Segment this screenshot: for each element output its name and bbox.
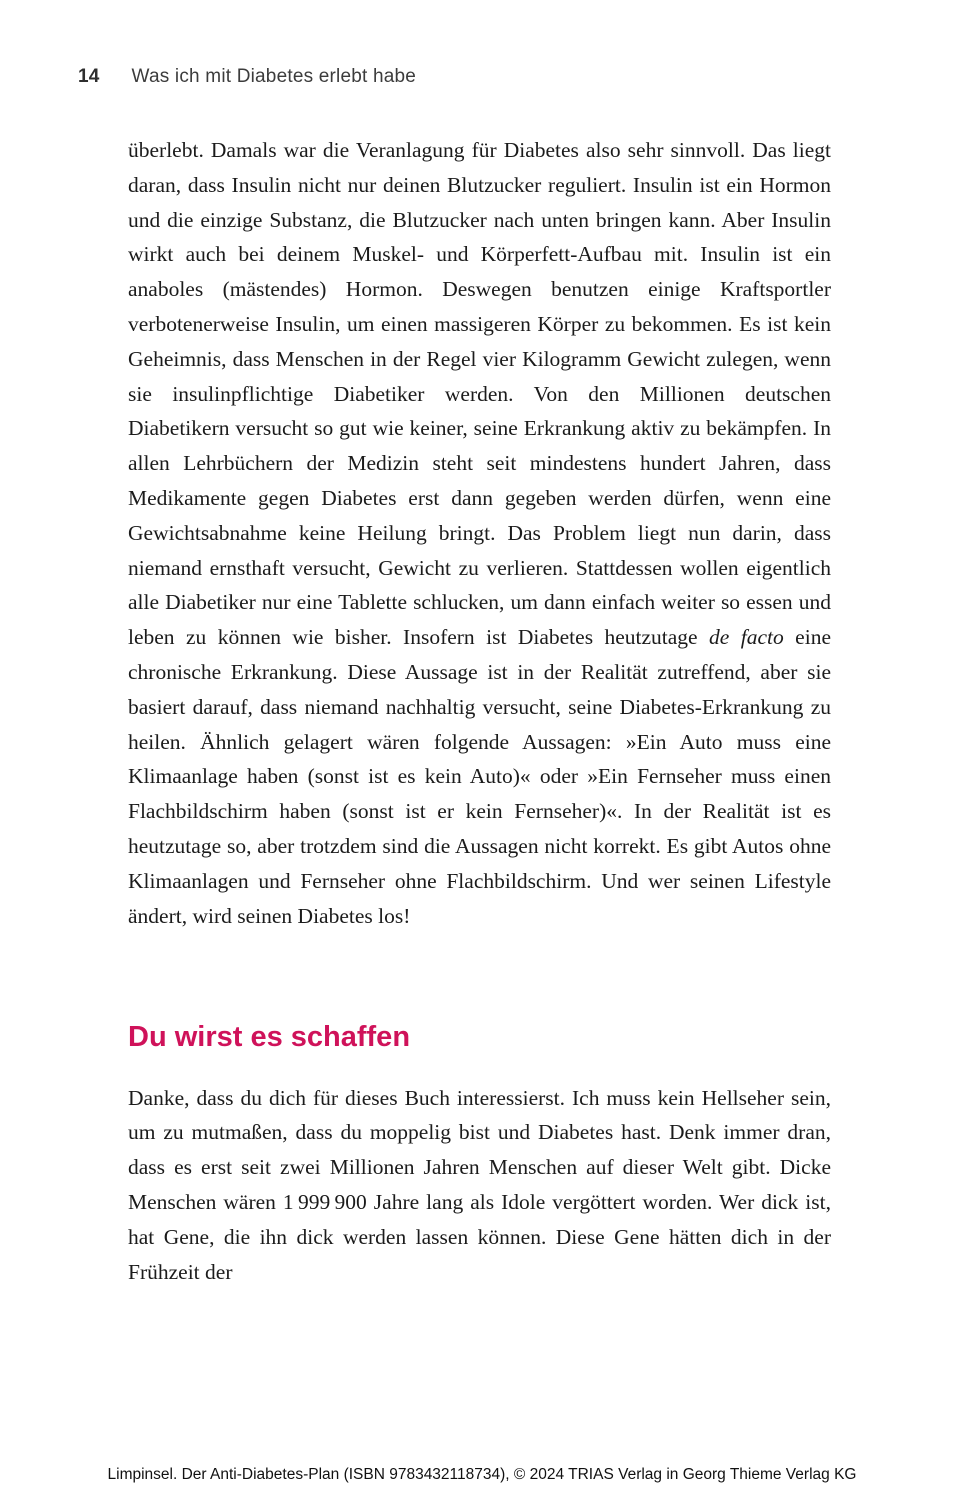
paragraph-1 bbox=[128, 133, 831, 933]
body-text-block bbox=[128, 133, 831, 1289]
paragraph-2: Danke, dass du dich für dieses Buch interessierst. Ich muss kein Hellseher sein, um zu mutmaßen, dass du moppelig bist und Diabetes hast. Denk immer dran, dass es erst seit zwei Millionen Jahren Menschen auf dieser Welt gibt. Dicke Menschen wären 1 999 900 Jahre lang als Idole vergöttert worden. Wer dick ist, hat Gene, die ihn dick werden lassen können. Diese Gene hätten dich in der Frühzeit der bbox=[128, 1085, 831, 1284]
paragraph-1-text-before-italic: überlebt. Damals war die Veranlagung für Diabetes also sehr sinnvoll. Das liegt daran, dass Insulin nicht nur deinen Blutzucker reguliert. Insulin ist ein Hormon und die einzige Substanz, die Blutzucker nach unten bringen kann. Aber Insulin wirkt auch bei deinem Muskel- und Körperfett-Aufbau mit. Insulin ist ein anaboles (mästendes) Hormon. Deswegen benutzen einige Kraftsportler verbotenerweise Insulin, um einen massigeren Körper zu bekommen. Es ist kein Geheimnis, dass Menschen in der Regel vier Kilogramm Gewicht zulegen, wenn sie insulinpflichtige Diabetiker werden. Von den Millionen deutschen Diabetikern versucht so gut wie keiner, seine Erkrankung aktiv zu bekämpfen. In allen Lehrbüchern der Medizin steht seit mindestens hundert Jahren, dass Medikamente gegen Diabetes erst dann gegeben werden dürfen, wenn eine Gewichtsabnahme keine Heilung bringt. Das Problem liegt nun darin, dass niemand ernsthaft versucht, Gewicht zu verlieren. Stattdessen wollen eigentlich alle Diabetiker nur eine Tablette schlucken, um dann einfach weiter so essen und leben zu können wie bisher. Insofern ist Diabetes heutzutage bbox=[128, 138, 831, 650]
page-number: 14 bbox=[78, 66, 100, 87]
imprint-footer: Limpinsel. Der Anti-Diabetes-Plan (ISBN 9783432118734), © 2024 TRIAS Verlag in Georg Thieme Verlag KG bbox=[107, 1466, 857, 1483]
running-head: Was ich mit Diabetes erlebt habe bbox=[131, 66, 417, 87]
section-heading: Du wirst es schaffen bbox=[128, 1021, 411, 1054]
paragraph-1-text-after-italic: eine chronische Erkrankung. Diese Aussage ist in der Realität zutreffend, aber sie basiert darauf, dass niemand nachhaltig versucht, seine Diabetes-Erkrankung zu heilen. Ähnlich gelagert wären folgende Aussagen: »Ein Auto muss eine Klimaanlage haben (sonst ist es kein Auto)« oder »Ein Fernseher muss einen Flachbildschirm haben (sonst ist er kein Fernseher)«. In der Realität ist es heutzutage so, aber trotzdem sind die Aussagen nicht korrekt. Es gibt Autos ohne Klimaanlagen und Fernseher ohne Flachbildschirm. Und wer seinen Lifestyle ändert, wird seinen Diabetes los! bbox=[128, 625, 831, 928]
paragraph-1-italic-phrase: de facto bbox=[709, 625, 784, 650]
page-header bbox=[78, 66, 416, 88]
